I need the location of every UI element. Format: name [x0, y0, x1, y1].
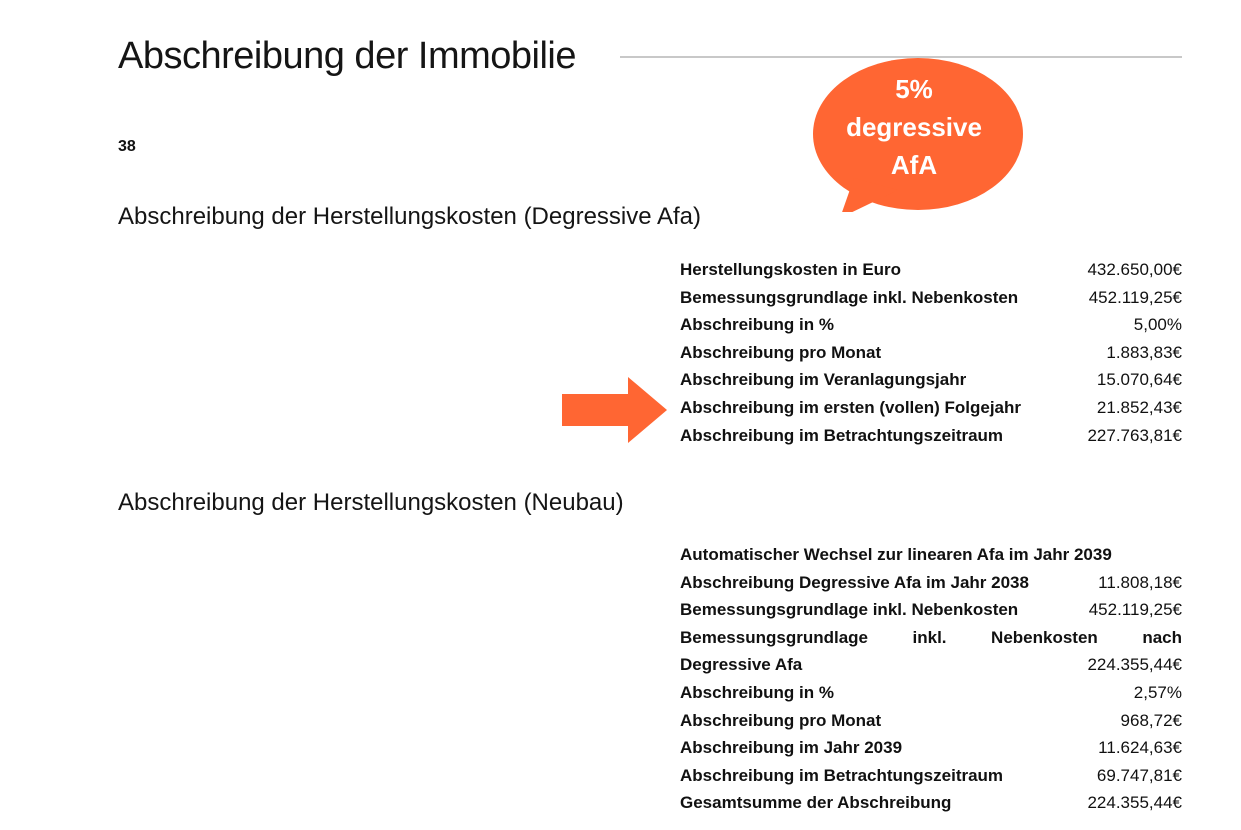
- row-label: Bemessungsgrundlage inkl. Nebenkosten: [680, 600, 1019, 620]
- table-row: [680, 789, 1182, 817]
- table-row: [680, 339, 1182, 367]
- row-label: Bemessungsgrundlage inkl. Nebenkosten nach: [680, 627, 1182, 647]
- bubble-line-afa: AfA: [890, 150, 938, 180]
- section-title-degressive: Abschreibung der Herstellungskosten (Degressive Afa): [118, 203, 701, 230]
- row-value: 2,57%: [1133, 682, 1182, 702]
- row-label: Abschreibung pro Monat: [680, 710, 882, 730]
- row-value: 5,00%: [1133, 315, 1182, 335]
- neubau-afa-table: [680, 541, 1182, 817]
- section-title-neubau: Abschreibung der Herstellungskosten (Neubau): [118, 489, 624, 516]
- table-row: [680, 734, 1182, 762]
- table-row: [680, 311, 1182, 339]
- row-value: 15.070,64€: [1096, 370, 1182, 390]
- row-value: 11.624,63€: [1098, 738, 1182, 758]
- table-intro-row: [680, 541, 1182, 569]
- degressive-afa-table: [680, 256, 1182, 449]
- table-row: [680, 366, 1182, 394]
- bubble-line-percent: 5%: [895, 74, 933, 104]
- row-value: 968,72€: [1120, 710, 1182, 730]
- bubble-line-type: degressive: [846, 112, 982, 142]
- row-value: 69.747,81€: [1096, 765, 1182, 785]
- table-row: [680, 762, 1182, 790]
- intro-text: Automatischer Wechsel zur linearen Afa im Jahr 2039: [680, 545, 1112, 564]
- row-value: 227.763,81€: [1087, 425, 1182, 445]
- row-label: Abschreibung in %: [680, 682, 834, 702]
- table-row: [680, 422, 1182, 450]
- row-label: Abschreibung im Veranlagungsjahr: [680, 370, 967, 390]
- row-label: Degressive Afa: [680, 655, 803, 675]
- table-row: [680, 679, 1182, 707]
- row-value: 21.852,43€: [1096, 397, 1182, 417]
- row-label: Abschreibung im Betrachtungszeitraum: [680, 425, 1004, 445]
- table-row: [680, 394, 1182, 422]
- table-row: [680, 651, 1182, 679]
- row-value: 11.808,18€: [1098, 572, 1182, 592]
- arrow-right-icon: [560, 377, 668, 443]
- page-title: Abschreibung der Immobilie: [118, 35, 577, 77]
- row-label: Abschreibung im Jahr 2039: [680, 738, 903, 758]
- row-label: Herstellungskosten in Euro: [680, 260, 902, 279]
- table-row: [680, 596, 1182, 624]
- table-row: [680, 569, 1182, 597]
- table-row: [680, 707, 1182, 735]
- row-value: 1.883,83€: [1106, 342, 1182, 362]
- row-label: Abschreibung im ersten (vollen) Folgejahr: [680, 397, 1021, 417]
- row-label: Abschreibung im Betrachtungszeitraum: [680, 765, 1004, 785]
- table-row: [680, 284, 1182, 312]
- row-value: 224.355,44€: [1087, 793, 1182, 813]
- row-value: 452.119,25€: [1088, 600, 1182, 620]
- row-label: Abschreibung pro Monat: [680, 342, 882, 362]
- table-row: [680, 624, 1182, 652]
- page-number: 38: [118, 138, 136, 155]
- speech-bubble: [812, 58, 1024, 212]
- row-label: Gesamtsumme der Abschreibung: [680, 793, 952, 813]
- table-row: [680, 256, 1182, 284]
- speech-bubble-text: [812, 70, 1016, 184]
- row-value: 452.119,25€: [1088, 287, 1182, 307]
- row-label: Bemessungsgrundlage inkl. Nebenkosten: [680, 287, 1019, 307]
- row-label: Abschreibung in %: [680, 315, 834, 335]
- row-value: 224.355,44€: [1087, 655, 1182, 675]
- row-value: 432.650,00€: [1087, 260, 1182, 279]
- row-label: Abschreibung Degressive Afa im Jahr 2038: [680, 572, 1029, 592]
